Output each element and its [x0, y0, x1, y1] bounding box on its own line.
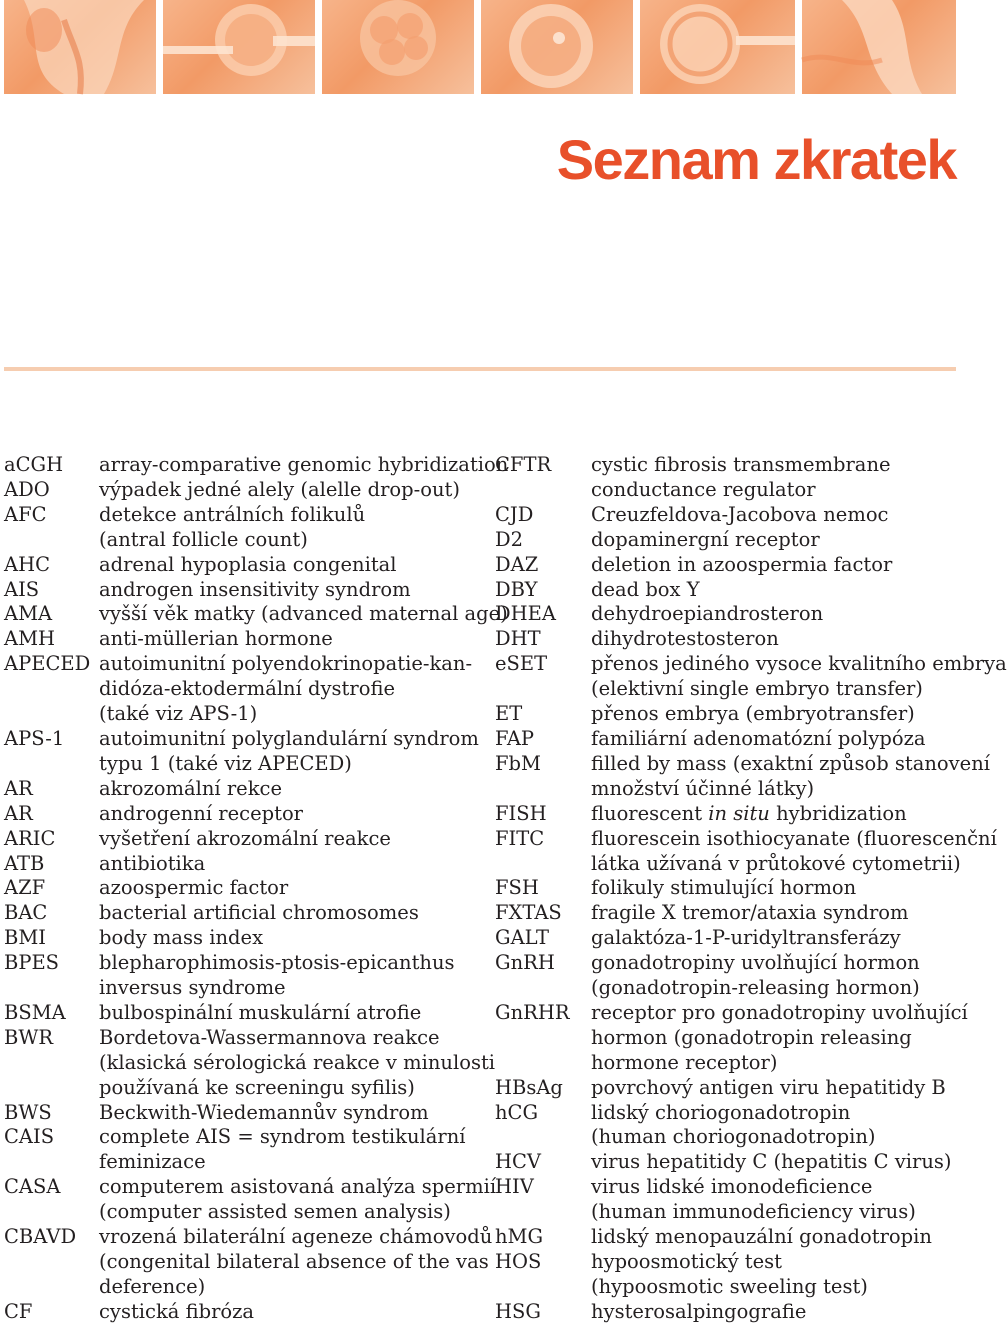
definition-line: bacterial artificial chromosomes [99, 901, 419, 925]
definition-line: dihydrotestosteron [591, 627, 779, 651]
abbreviation-term: CBAVD [4, 1225, 77, 1249]
abbreviation-definition [99, 951, 478, 1001]
definition-line: hysterosalpingografie [591, 1299, 807, 1323]
abbreviation-entry [4, 453, 509, 478]
abbreviation-term: DHEA [495, 602, 556, 626]
abbreviation-definition [591, 702, 960, 727]
abbreviation-entry [495, 652, 1007, 702]
abbreviation-entry [495, 453, 960, 503]
abbreviation-definition [99, 478, 478, 503]
embryo-cells-photo [322, 0, 474, 94]
definition-line: array-comparative genomic hybridization [99, 453, 509, 476]
abbreviation-definition [99, 876, 478, 901]
definition-line: deletion in azoospermia factor [591, 552, 893, 576]
abbreviation-term: BAC [4, 901, 48, 925]
definition-line: (antral follicle count) [99, 527, 308, 551]
abbreviation-definition [99, 553, 478, 578]
abbreviation-term: FAP [495, 726, 535, 750]
definition-line: autoimunitní polyendokrinopatie-kan- [99, 652, 473, 676]
oocyte-photo [481, 0, 633, 94]
definition-line: (klasická sérologická reakce v minulosti [99, 1050, 496, 1074]
abbreviation-definition [99, 1300, 478, 1325]
blastocyst-photo [640, 0, 795, 94]
definition-line: feminizace [99, 1150, 206, 1174]
abbreviation-entry [495, 578, 960, 603]
definition-line: virus lidské imonodeficience [591, 1175, 873, 1199]
definition-line: (congenital bilateral absence of the vas [99, 1250, 489, 1273]
abbreviation-term: AIS [4, 577, 40, 601]
abbreviation-entry [495, 602, 960, 627]
abbreviation-entry [4, 1125, 478, 1175]
definition-line: dehydroepiandrosteron [591, 602, 824, 626]
abbreviation-entry [4, 503, 478, 553]
abbreviation-entry [4, 1001, 478, 1026]
definition-line: (elektivní single embryo transfer) [591, 677, 923, 701]
definition-line: folikuly stimulující hormon [591, 876, 857, 900]
abbreviation-definition [99, 727, 479, 777]
definition-line: receptor pro gonadotropiny uvolňující [591, 1000, 968, 1024]
definition-line: hormone receptor) [591, 1050, 778, 1074]
abbreviation-term: HCV [495, 1150, 542, 1174]
abbreviation-entry [4, 553, 478, 578]
abbreviation-definition [591, 453, 960, 503]
abbreviation-definition [591, 503, 960, 528]
abbreviation-definition [591, 752, 990, 802]
abbreviation-definition [591, 876, 960, 901]
abbreviation-entry [4, 852, 478, 877]
abbreviation-definition [99, 1101, 478, 1126]
abbreviation-entry [4, 951, 478, 1001]
abbreviation-entry [495, 1300, 960, 1325]
abbreviation-term: HSG [495, 1299, 541, 1323]
definition-line: používaná ke screeningu syfilis) [99, 1075, 415, 1099]
abbreviation-term: hMG [495, 1225, 544, 1249]
abbreviation-entry [495, 1175, 960, 1225]
abbreviation-entry [4, 1175, 497, 1225]
abbreviation-entry [4, 901, 478, 926]
definition-line: dead box Y [591, 577, 700, 601]
definition-line: látka užívaná v průtokové cytometrii) [591, 851, 961, 875]
abbreviation-term: BSMA [4, 1000, 66, 1024]
abbreviation-term: HBsAg [495, 1075, 563, 1099]
abbreviation-term: AMA [4, 602, 53, 626]
abbreviation-entry [4, 1025, 496, 1101]
definition-line: anti-müllerian hormone [99, 627, 333, 651]
definition-line: autoimunitní polyglandulární syndrom [99, 726, 479, 750]
abbreviation-term: DBY [495, 577, 538, 601]
abbreviation-definition [99, 802, 478, 827]
definition-line: inversus syndrome [99, 976, 286, 1000]
abbreviation-term: AFC [4, 502, 47, 526]
definition-line: didóza-ektodermální dystrofie [99, 677, 396, 701]
abbreviation-definition [99, 453, 508, 478]
definition-line: virus hepatitidy C (hepatitis C virus) [591, 1150, 952, 1174]
definition-line: blepharophimosis-ptosis-epicanthus [99, 951, 455, 975]
header-banner [0, 0, 960, 94]
definition-line: hypoosmotický test [591, 1250, 783, 1273]
definition-line: vyšetření akrozomální reakce [99, 826, 391, 850]
abbreviation-entry [4, 727, 478, 777]
abbreviation-term: CASA [4, 1175, 61, 1199]
definition-line: lidský menopauzální gonadotropin [591, 1225, 932, 1249]
abbreviation-term: hCG [495, 1100, 539, 1124]
definition-line: dopaminergní receptor [591, 527, 820, 551]
abbreviation-definition [591, 1076, 960, 1101]
abbreviation-definition [591, 1150, 960, 1175]
definition-line: (také viz APS-1) [99, 702, 258, 726]
abbreviation-definition [99, 1026, 495, 1101]
definition-line: cystic fibrosis transmembrane [591, 453, 891, 476]
abbreviation-definition [591, 652, 1007, 702]
abbreviation-definition [99, 1001, 478, 1026]
definition-line: typu 1 (také viz APECED) [99, 751, 352, 775]
abbreviation-term: FbM [495, 751, 541, 775]
abbreviation-definition [591, 827, 997, 877]
abbreviation-definition [99, 1175, 496, 1225]
definition-line: androgen insensitivity syndrom [99, 577, 411, 601]
definition-line: (human immunodeficiency virus) [591, 1200, 916, 1224]
abbreviation-definition [591, 578, 960, 603]
abbreviation-entry [4, 478, 478, 503]
definition-line: přenos embrya (embryotransfer) [591, 702, 915, 726]
abbreviation-entry [495, 553, 960, 578]
definition-line: Beckwith-Wiedemannův syndrom [99, 1100, 429, 1124]
abbreviation-entry [495, 901, 960, 926]
definition-line: (hypoosmotic sweeling test) [591, 1274, 868, 1298]
abbreviation-term: CFTR [495, 453, 552, 476]
abbreviation-column-left [4, 453, 509, 1325]
abbreviation-definition [99, 852, 478, 877]
abbreviation-definition [99, 901, 478, 926]
abbreviation-entry [495, 1101, 960, 1151]
abbreviation-term: DAZ [495, 552, 539, 576]
definition-line: adrenal hypoplasia congenital [99, 552, 397, 576]
abbreviation-term: ARIC [4, 826, 56, 850]
definition-line: lidský choriogonadotropin [591, 1100, 851, 1124]
abbreviation-definition [591, 1101, 960, 1151]
abbreviation-entry [495, 1225, 960, 1250]
definition-line: akrozomální rekce [99, 776, 283, 800]
abbreviation-term: GALT [495, 926, 550, 950]
abbreviation-term: aCGH [4, 453, 64, 476]
definition-line: množství účinné látky) [591, 776, 815, 800]
abbreviation-term: FITC [495, 826, 545, 850]
abbreviation-definition [99, 503, 478, 553]
abbreviation-term: ET [495, 702, 523, 726]
abbreviation-entry [495, 802, 960, 827]
abbreviation-entry [4, 926, 478, 951]
abbreviation-entry [4, 602, 508, 627]
icsi-injection-photo [163, 0, 315, 94]
definition-line: galaktóza-1-P-uridyltransferázy [591, 926, 901, 950]
abbreviation-definition [591, 901, 960, 926]
definition-line: hormon (gonadotropin releasing [591, 1025, 912, 1049]
abbreviation-entry [495, 951, 960, 1001]
abbreviation-column-right [495, 453, 1007, 1325]
abbreviation-term: AR [4, 801, 33, 825]
abbreviation-entry [495, 1150, 960, 1175]
definition-line: bulbospinální muskulární atrofie [99, 1000, 422, 1024]
abbreviation-definition [591, 1225, 960, 1250]
definition-line: (human choriogonadotropin) [591, 1125, 876, 1149]
abbreviation-term: FXTAS [495, 901, 562, 925]
abbreviation-entry [4, 578, 478, 603]
abbreviation-term: ATB [4, 851, 45, 875]
abbreviation-definition [99, 652, 478, 727]
abbreviation-entry [495, 627, 960, 652]
abbreviation-term: AHC [4, 552, 51, 576]
abbreviation-entry [495, 751, 991, 802]
abbreviation-term: D2 [495, 527, 524, 551]
definition-line: computerem asistovaná analýza spermií [99, 1175, 497, 1199]
definition-line: povrchový antigen viru hepatitidy B [591, 1075, 946, 1099]
abbreviation-entry [4, 1225, 493, 1300]
abbreviation-entry [495, 702, 960, 727]
abbreviation-term: CAIS [4, 1125, 55, 1149]
abbreviation-term: ADO [4, 477, 50, 501]
abbreviation-entry [4, 627, 478, 652]
definition-line: vrozená bilaterální ageneze chámovodů [99, 1225, 493, 1249]
definition-line: filled by mass (exaktní způsob stanovení [591, 751, 991, 775]
abbreviation-term: AR [4, 776, 33, 800]
definition-line: androgenní receptor [99, 801, 304, 825]
abbreviation-entry [495, 876, 960, 901]
definition-line: complete AIS = syndrom testikulární [99, 1125, 466, 1149]
definition-line: detekce antrálních folikulů [99, 502, 366, 526]
abbreviation-term: FSH [495, 876, 539, 900]
abbreviation-term: BWS [4, 1100, 52, 1124]
abbreviation-definition [591, 802, 960, 827]
abbreviation-definition [591, 727, 960, 752]
abbreviation-definition [591, 528, 960, 553]
abbreviation-term: BMI [4, 926, 46, 950]
abbreviation-definition [99, 1125, 478, 1175]
abbreviation-entry [4, 652, 478, 727]
abbreviation-entry [495, 1250, 960, 1300]
abbreviation-definition [99, 602, 508, 627]
abbreviation-entry [495, 826, 997, 877]
abbreviation-term: GnRHR [495, 1000, 570, 1024]
abbreviation-entry [495, 1076, 960, 1101]
abbreviation-entry [495, 727, 960, 752]
definition-line: přenos jediného vysoce kvalitního embrya [591, 652, 1007, 676]
abbreviation-entry [495, 1000, 968, 1076]
abbreviation-term: DHT [495, 627, 541, 651]
abbreviation-definition [99, 827, 478, 852]
title-divider [4, 367, 956, 371]
abbreviation-term: eSET [495, 652, 548, 676]
abbreviation-entry [4, 1101, 478, 1126]
abbreviation-definition [591, 1250, 960, 1300]
abbreviation-term: APS-1 [4, 726, 65, 750]
abbreviation-definition [99, 1225, 492, 1300]
definition-line: výpadek jedné alely (alelle drop-out) [99, 477, 460, 501]
abbreviation-term: HIV [495, 1175, 534, 1199]
definition-line: antibiotika [99, 851, 206, 875]
definition-line: body mass index [99, 926, 264, 950]
page-title: Seznam zkratek [556, 128, 956, 191]
definition-line: Bordetova-Wassermannova reakce [99, 1025, 440, 1049]
abbreviation-term: AMH [4, 627, 56, 651]
definition-line: familiární adenomatózní polypóza [591, 726, 926, 750]
abbreviation-entry [4, 802, 478, 827]
tissue-section-photo [802, 0, 956, 94]
abbreviation-definition [591, 627, 960, 652]
abbreviation-term: HOS [495, 1250, 542, 1273]
abbreviation-term: AZF [4, 876, 46, 900]
abbreviation-term: GnRH [495, 951, 555, 975]
definition-line: deference) [99, 1274, 206, 1298]
abbreviation-definition [99, 627, 478, 652]
definition-line: conductance regulator [591, 477, 816, 501]
definition-line: (gonadotropin-releasing hormon) [591, 976, 920, 1000]
abbreviation-definition [591, 926, 960, 951]
abbreviation-definition [591, 1175, 960, 1225]
abbreviation-entry [495, 926, 960, 951]
abbreviation-entry [4, 876, 478, 901]
abbreviation-definition [99, 777, 478, 802]
definition-line: fluorescent in situ hybridization [591, 801, 907, 825]
definition-line: Creuzfeldova-Jacobova nemoc [591, 502, 889, 526]
abbreviation-definition [591, 602, 960, 627]
abbreviation-term: FISH [495, 801, 547, 825]
abbreviation-term: BWR [4, 1025, 54, 1049]
abbreviation-term: CF [4, 1299, 33, 1323]
abbreviation-term: APECED [4, 652, 91, 676]
definition-line: fragile X tremor/ataxia syndrom [591, 901, 909, 925]
abbreviation-definition [591, 1001, 968, 1076]
definition-line: azoospermic factor [99, 876, 289, 900]
abbreviation-definition [99, 578, 478, 603]
abbreviation-term: CJD [495, 502, 534, 526]
definition-line: gonadotropiny uvolňující hormon [591, 951, 920, 975]
abbreviation-entry [4, 777, 478, 802]
abbreviation-definition [591, 1300, 960, 1325]
definition-line: fluorescein isothiocyanate (fluorescenční [591, 826, 997, 850]
abbreviation-entry [495, 528, 960, 553]
abbreviation-entry [4, 827, 478, 852]
abbreviation-entry [495, 503, 960, 528]
abbreviation-term: BPES [4, 951, 60, 975]
abbreviation-definition [99, 926, 478, 951]
abbreviation-definition [591, 553, 960, 578]
definition-line: (computer assisted semen analysis) [99, 1200, 451, 1224]
definition-line: vyšší věk matky (advanced maternal age) [99, 602, 508, 626]
abbreviation-definition [591, 951, 960, 1001]
uterus-photo [4, 0, 156, 94]
abbreviation-entry [4, 1300, 478, 1325]
definition-line: cystická fibróza [99, 1299, 255, 1323]
